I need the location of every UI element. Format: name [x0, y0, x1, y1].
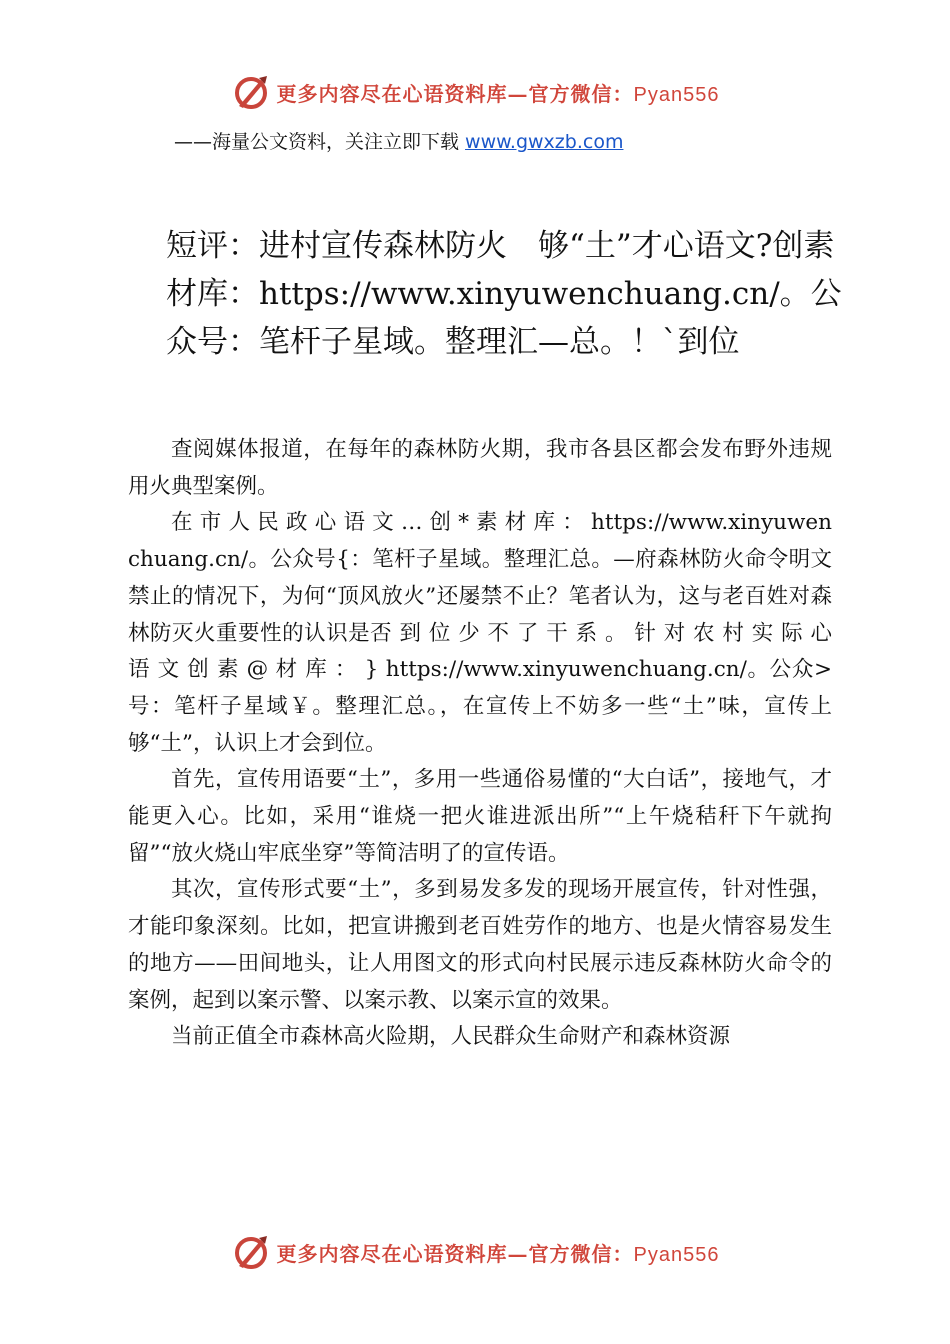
- page-title: 短评：进村宣传森林防火 够“土”才心语文?创素材库：https://www.xinyuwenchuang.cn/。公众号：笔杆子星域。整理汇—总。！`到位: [166, 228, 842, 360]
- bottom-banner: [0, 1230, 950, 1274]
- banner-text: [277, 78, 720, 107]
- banner-prefix: 更多内容尽在心语资料库—官方微信：: [276, 81, 634, 106]
- article-body: [128, 432, 832, 1056]
- banner-prefix: 更多内容尽在心语资料库—官方微信：: [276, 1241, 634, 1266]
- subline-text: ——海量公文资料，关注立即下载: [174, 131, 466, 153]
- brush-logo-icon: [231, 1232, 271, 1272]
- banner-wechat-id: Pyan556: [633, 83, 720, 106]
- paragraph: 首先，宣传用语要“土”，多用一些通俗易懂的“大白话”，接地气，才能更入心。比如，采用“谁烧一把火谁进派出所”“上午烧秸秆下午就拘留”“放火烧山牢底坐穿”等简洁明了的宣传语。: [128, 767, 833, 866]
- site-link[interactable]: www.gwxzb.com: [465, 131, 624, 153]
- paragraph: 在 市 人 民 政 心 语 文 … 创 * 素 材 库 ： https://www.xinyuwenchuang.cn/。公众号{：笔杆子星域。整理汇总。—府森林防火命令明文禁止的情况下，为何“顶风放火”还屡禁不止？笔者认为，这与老百姓对森林防灭火重要性的认识是否 到 位 少 不 了 干 系 。 针 对 农 村 实 际 心 语 文 创 素 @ 材 库 ： } https://www.xinyuwenchuang.cn/。公众>号：笔杆子星域￥。整理汇总。，在宣传上不妨多一些“土”味，宣传上够“土”，认识上才会到位。: [128, 510, 832, 756]
- top-banner: [0, 70, 950, 114]
- brush-logo-icon: [231, 72, 271, 112]
- paragraph: 查阅媒体报道，在每年的森林防火期，我市各县区都会发布野外违规用火典型案例。: [128, 437, 832, 499]
- download-subline: [174, 127, 623, 154]
- paragraph: 其次，宣传形式要“土”，多到易发多发的现场开展宣传，针对性强，才能印象深刻。比如，把宣讲搬到老百姓劳作的地方、也是火情容易发生的地方——田间地头，让人用图文的形式向村民展示违反森林防火命令的案例，起到以案示警、以案示教、以案示宣的效果。: [128, 877, 832, 1013]
- banner-text: [277, 1238, 720, 1267]
- banner-wechat-id: Pyan556: [633, 1243, 720, 1266]
- paragraph: 当前正值全市森林高火险期，人民群众生命财产和森林资源: [171, 1024, 731, 1050]
